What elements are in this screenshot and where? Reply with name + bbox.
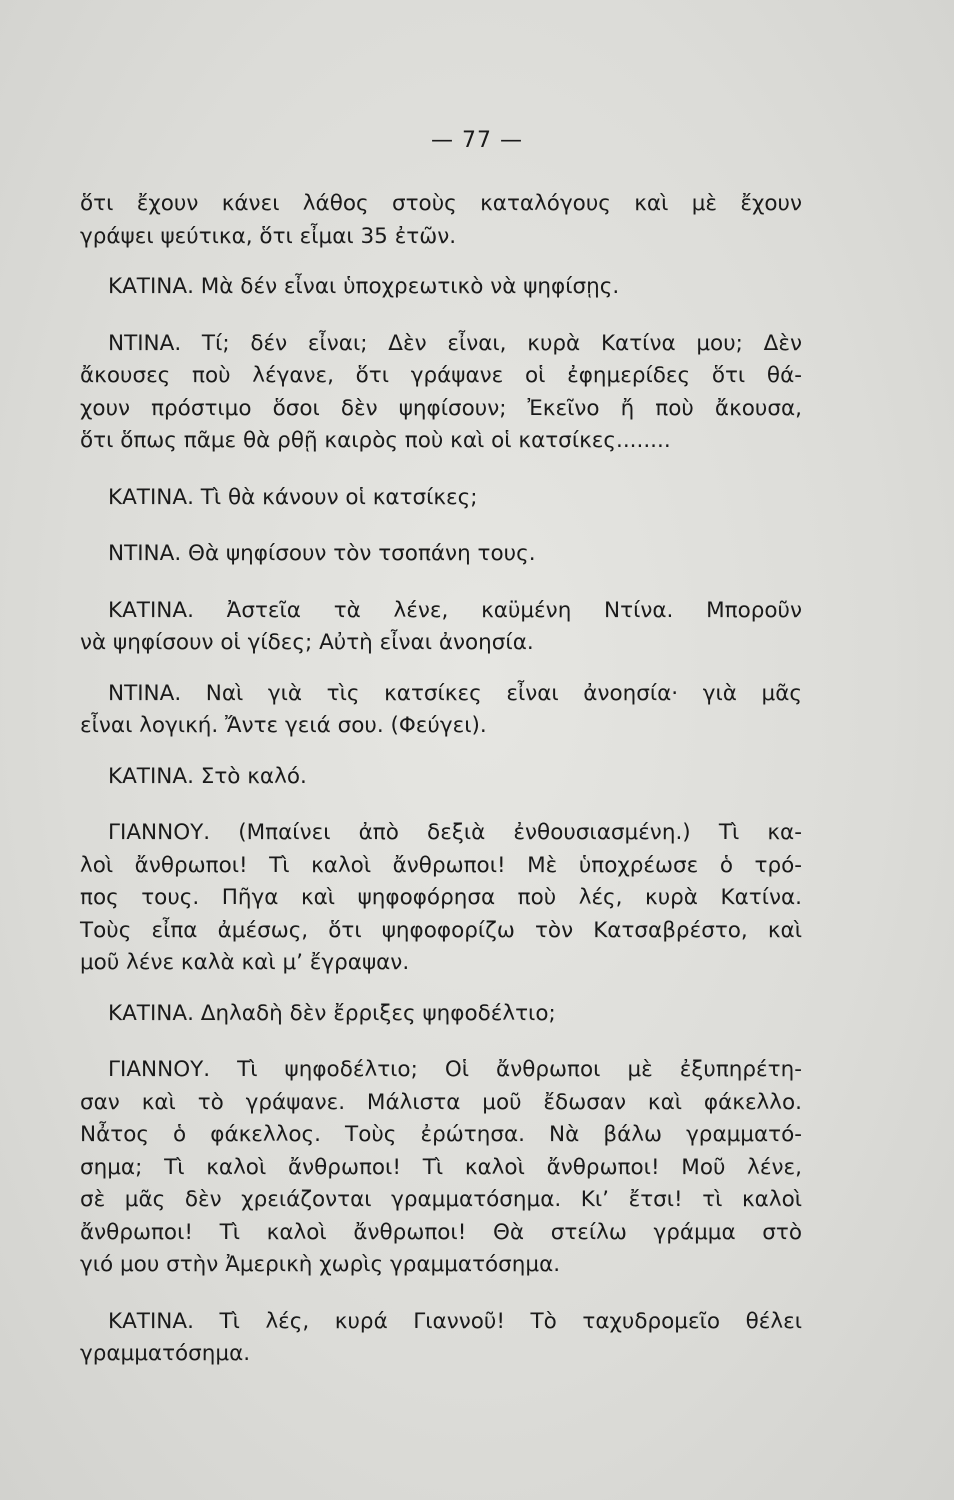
dialogue-line: ΚΑΤΙΝΑ. Ἀστεῖα τὰ λένε, καϋμένη Ντίνα. Μποροῦν [108, 597, 802, 623]
page-text [80, 188, 802, 1371]
text-line: Νἆτος ὁ φάκελλος. Τοὺς ἐρώτησα. Νὰ βάλω γραμματό- [80, 1122, 802, 1147]
dialogue-line: ΚΑΤΙΝΑ. Τὶ θὰ κάνουν οἱ κατσίκες; [108, 484, 478, 510]
text-line: χουν πρόστιμο ὅσοι δὲν ψηφίσουν; Ἐκεῖνο ἤ ποὺ ἄκουσα, [80, 395, 802, 421]
text-line: εἶναι λογική. Ἄντε γειά σου. (Φεύγει). [80, 713, 487, 738]
dialogue-line: ΚΑΤΙΝΑ. Δηλαδὴ δὲν ἔρριξες ψηφοδέλτιο; [108, 1000, 556, 1026]
text-line: γραμματόσημα. [80, 1341, 251, 1366]
text-line: ὅτι ἔχουν κάνει λάθος στοὺς καταλόγους καὶ μὲ ἔχουν [80, 191, 802, 216]
text-line: γιό μου στὴν Ἀμερικὴ χωρὶς γραμματόσημα. [80, 1252, 561, 1277]
text-line: ἄκουσες ποὺ λέγανε, ὅτι γράψανε οἱ ἐφημερίδες ὅτι θά- [80, 363, 802, 388]
dialogue-line: ΝΤΙΝΑ. Ναὶ γιὰ τὶς κατσίκες εἶναι ἀνοησία· γιὰ μᾶς [108, 680, 802, 706]
text-line: σὲ μᾶς δὲν χρειάζονται γραμματόσημα. Κι’ ἔτσι! τὶ καλοὶ [80, 1187, 802, 1212]
text-line: ὅτι ὅπως πᾶμε θὰ ρθῇ καιρὸς ποὺ καὶ οἱ κατσίκες........ [80, 428, 671, 453]
text-line: ἄνθρωποι! Τὶ καλοὶ ἄνθρωποι! Θὰ στείλω γράμμα στὸ [80, 1219, 802, 1245]
dialogue-line: ΝΤΙΝΑ. Τί; δέν εἶναι; Δὲν εἶναι, κυρὰ Κατίνα μου; Δὲν [108, 330, 802, 356]
text-line: σαν καὶ τὸ γράψανε. Μάλιστα μοῦ ἔδωσαν καὶ φάκελλο. [80, 1089, 802, 1115]
text-line: σημα; Τὶ καλοὶ ἄνθρωποι! Τὶ καλοὶ ἄνθρωποι! Μοῦ λένε, [80, 1154, 802, 1180]
text-line: νὰ ψηφίσουν οἱ γίδες; Αὐτὴ εἶναι ἀνοησία. [80, 630, 534, 655]
text-line: μοῦ λένε καλὰ καὶ μ’ ἔγραψαν. [80, 950, 410, 975]
text-line: λοὶ ἄνθρωποι! Τὶ καλοὶ ἄνθρωποι! Μὲ ὑποχρέωσε ὁ τρό- [80, 852, 802, 878]
dialogue-line: ΝΤΙΝΑ. Θὰ ψηφίσουν τὸν τσοπάνη τους. [108, 541, 536, 566]
dialogue-line: ΓΙΑΝΝΟΥ. Τὶ ψηφοδέλτιο; Οἱ ἄνθρωποι μὲ ἐξυπηρέτη- [108, 1057, 802, 1082]
dialogue-line: ΚΑΤΙΝΑ. Μὰ δέν εἶναι ὑποχρεωτικὸ νὰ ψηφίσῃς. [108, 274, 620, 299]
dialogue-line: ΓΙΑΝΝΟΥ. (Μπαίνει ἀπὸ δεξιὰ ἐνθουσιασμένη.) Τὶ κα- [108, 820, 802, 845]
text-line: πος τους. Πῆγα καὶ ψηφοφόρησα ποὺ λές, κυρὰ Κατίνα. [80, 885, 802, 910]
dialogue-line: ΚΑΤΙΝΑ. Τὶ λές, κυρά Γιαννοῦ! Τὸ ταχυδρομεῖο θέλει [108, 1308, 802, 1334]
text-line: γράψει ψεύτικα, ὅτι εἶμαι 35 ἐτῶν. [80, 223, 457, 249]
text-line: Τοὺς εἶπα ἀμέσως, ὅτι ψηφοφορίζω τὸν Κατσαβρέστο, καὶ [80, 917, 802, 943]
page-number: — 77 — [431, 128, 523, 153]
dialogue-line: ΚΑΤΙΝΑ. Στὸ καλό. [108, 763, 307, 789]
